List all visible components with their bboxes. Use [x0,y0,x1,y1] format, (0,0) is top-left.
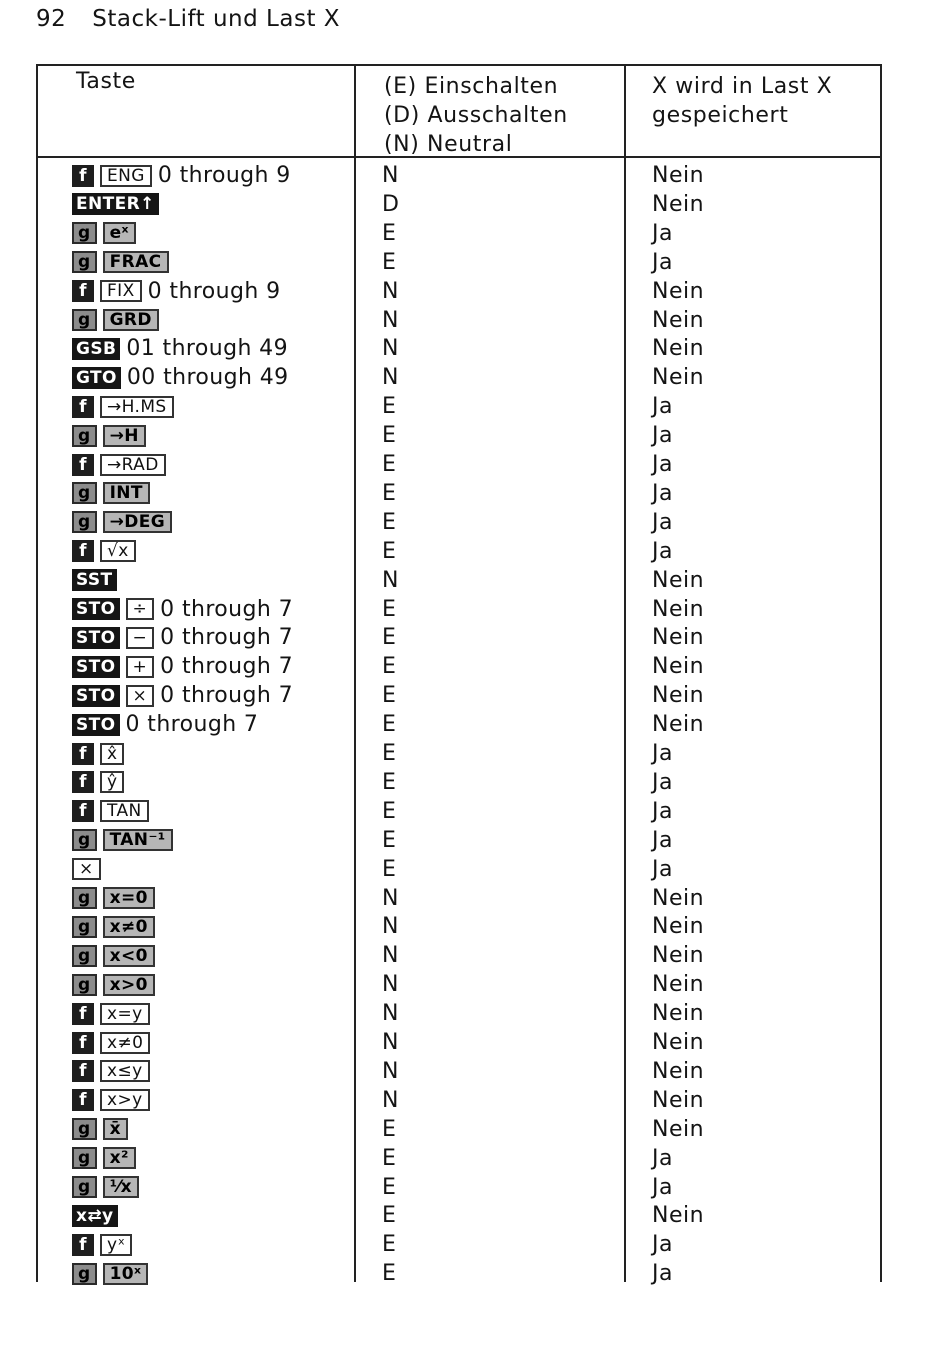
table-row [0,479,950,508]
last-x-saved: Ja [652,509,673,535]
key-sequence [72,1230,132,1259]
table-row [0,363,950,392]
stack-lift-mode: E [382,712,396,738]
calculator-key: f [72,1003,94,1025]
stack-lift-mode: N [382,1058,399,1084]
last-x-saved: Nein [652,712,705,738]
key-sequence [72,652,293,681]
stack-lift-mode: N [382,278,399,304]
table-row [0,768,950,797]
table-row [0,1086,950,1115]
calculator-key: STO [72,598,120,620]
last-x-saved: Ja [652,249,673,275]
calculator-key: →H.MS [100,396,174,418]
last-x-saved: Ja [652,741,673,766]
stack-lift-mode: E [382,394,396,420]
key-sequence [72,537,136,566]
stack-lift-mode: N [382,1087,399,1113]
key-range-text: 0 through 7 [160,625,293,651]
key-sequence [72,508,172,537]
table-row [0,248,950,277]
table-row [0,912,950,941]
key-sequence [72,190,159,219]
last-x-saved: Nein [652,654,705,680]
column-header-lastx-line: gespeichert [652,103,789,128]
calculator-key: √x [100,540,136,562]
key-sequence [72,1057,150,1086]
calculator-key: f [72,1089,94,1111]
table-row [0,999,950,1028]
last-x-saved: Nein [652,191,705,217]
stack-lift-mode: E [382,1174,396,1200]
calculator-key: g [72,309,97,331]
calculator-key: f [72,540,94,562]
calculator-key: 10ˣ [103,1263,149,1285]
calculator-key: g [72,222,97,244]
table-row [0,739,950,768]
calculator-key: g [72,511,97,533]
calculator-key: + [126,656,155,678]
column-header-mode-line: (E) Einschalten [384,74,559,99]
stack-lift-mode: E [382,480,396,506]
calculator-key: ENTER↑ [72,193,159,215]
calculator-key: × [72,858,101,880]
table-row [0,508,950,537]
last-x-saved: Nein [652,914,705,940]
last-x-saved: Nein [652,1087,705,1113]
table-row [0,710,950,739]
calculator-key: f [72,771,94,793]
stack-lift-mode: E [382,452,396,477]
calculator-key: g [72,1118,97,1140]
last-x-saved: Ja [652,856,673,882]
stack-lift-mode: D [382,191,399,217]
table-row [0,1028,950,1057]
key-sequence [72,334,288,363]
table-row [0,941,950,970]
key-sequence [72,1115,128,1144]
key-range-text: 0 through 9 [147,278,281,304]
calculator-key: GTO [72,367,121,389]
last-x-saved: Ja [652,1232,673,1258]
calculator-key: STO [72,656,120,678]
calculator-key: SST [72,569,117,591]
key-range-text: 0 through 7 [160,654,293,680]
key-sequence [72,1086,150,1115]
stack-lift-mode: E [382,1232,396,1258]
last-x-saved: Nein [652,683,705,709]
key-sequence [72,826,173,855]
key-sequence [72,710,258,739]
key-sequence [72,768,124,797]
key-sequence [72,1173,139,1202]
calculator-key: →H [103,425,146,447]
last-x-saved: Nein [652,163,705,188]
table-row [0,334,950,363]
calculator-key: FIX [100,280,142,302]
calculator-key: GRD [103,309,159,331]
calculator-key: GSB [72,338,120,360]
calculator-key: FRAC [103,251,169,273]
last-x-saved: Ja [652,827,673,853]
stack-lift-mode: E [382,509,396,535]
calculator-key: x<0 [103,945,155,967]
calculator-key: TAN [100,800,149,822]
last-x-saved: Nein [652,943,705,969]
calculator-key: x≠0 [100,1032,150,1054]
table-row [0,1259,950,1288]
table-row [0,450,950,479]
table-row [0,537,950,566]
table-row [0,797,950,826]
last-x-saved: Ja [652,769,673,795]
stack-lift-mode: E [382,827,396,853]
table-row [0,277,950,306]
stack-lift-mode: N [382,885,399,911]
calculator-key: f [72,280,94,302]
last-x-saved: Ja [652,1174,673,1200]
calculator-key: x=y [100,1003,150,1025]
stack-lift-mode: E [382,1145,396,1171]
last-x-saved: Nein [652,278,705,304]
key-range-text: 0 through 7 [125,712,259,738]
last-x-saved: Ja [652,538,673,564]
stack-lift-mode: N [382,1030,399,1055]
stack-lift-mode: N [382,1001,399,1027]
stack-lift-mode: E [382,769,396,795]
calculator-key: g [72,887,97,909]
calculator-key: x⇄y [72,1205,118,1227]
last-x-saved: Nein [652,1203,705,1229]
calculator-key: g [72,829,97,851]
calculator-key: STO [72,627,120,649]
key-sequence [72,855,101,884]
calculator-key: g [72,425,97,447]
table-row [0,306,950,335]
calculator-key: f [72,454,94,476]
key-sequence [72,595,293,624]
stack-lift-mode: E [382,596,396,622]
calculator-key: x≤y [100,1060,150,1082]
calculator-key: x=0 [103,887,155,909]
stack-lift-mode: E [382,538,396,564]
calculator-key: x>y [100,1089,150,1111]
column-header-mode-line: (N) Neutral [384,132,513,157]
table-row [0,681,950,710]
calculator-key: ÷ [126,598,155,620]
table-row [0,1201,950,1230]
calculator-key: g [72,482,97,504]
calculator-key: f [72,800,94,822]
last-x-saved: Ja [652,394,673,420]
last-x-saved: Nein [652,596,705,622]
table-row [0,623,950,652]
table-row [0,1144,950,1173]
table-row [0,826,950,855]
last-x-saved: Ja [652,798,673,824]
key-sequence [72,623,293,652]
calculator-key: g [72,916,97,938]
last-x-saved: Nein [652,1116,705,1142]
table-row [0,855,950,884]
key-sequence [72,479,150,508]
stack-lift-mode: N [382,567,399,593]
stack-lift-mode: E [382,625,396,651]
calculator-key: × [126,685,155,707]
key-sequence [72,392,174,421]
last-x-saved: Nein [652,885,705,911]
calculator-key: f [72,1060,94,1082]
stack-lift-mode: E [382,798,396,824]
stack-lift-mode: E [382,249,396,275]
last-x-saved: Ja [652,423,673,449]
last-x-saved: Nein [652,365,705,391]
stack-lift-mode: N [382,307,399,333]
calculator-key: yˣ [100,1234,132,1256]
calculator-key: ¹⁄x [103,1176,139,1198]
calculator-key: − [126,627,155,649]
key-sequence [72,970,155,999]
calculator-key: eˣ [103,222,136,244]
column-header-key-label: Taste [76,69,136,94]
last-x-saved: Nein [652,625,705,651]
last-x-saved: Nein [652,1030,705,1055]
column-header-key [76,67,136,96]
calculator-key: g [72,974,97,996]
page-title: Stack-Lift und Last X [92,6,341,32]
stack-lift-mode: N [382,365,399,391]
last-x-saved: Nein [652,567,705,593]
key-range-text: 0 through 7 [160,683,293,709]
table-row [0,190,950,219]
calculator-key: f [72,1032,94,1054]
key-sequence [72,1028,150,1057]
table-row [0,970,950,999]
key-sequence [72,219,136,248]
last-x-saved: Ja [652,220,673,246]
calculator-key: INT [103,482,150,504]
calculator-key: →DEG [103,511,173,533]
column-header-lastx [652,72,832,130]
calculator-key: x≠0 [103,916,155,938]
key-sequence [72,1144,136,1173]
page-header [36,6,340,32]
stack-lift-mode: E [382,1203,396,1229]
table-row [0,1115,950,1144]
key-sequence [72,941,155,970]
key-range-text: 0 through 7 [160,596,293,622]
key-sequence [72,797,149,826]
last-x-saved: Nein [652,336,705,362]
table-row [0,421,950,450]
stack-lift-mode: N [382,336,399,362]
calculator-key: STO [72,714,120,736]
table-row [0,884,950,913]
last-x-saved: Nein [652,1058,705,1084]
stack-lift-mode: E [382,654,396,680]
stack-lift-mode: E [382,741,396,766]
stack-lift-mode: N [382,943,399,969]
table-row [0,1230,950,1259]
stack-lift-mode: E [382,423,396,449]
table-row [0,161,950,190]
key-sequence [72,306,159,335]
calculator-key: ŷ [100,771,124,793]
key-sequence [72,277,280,306]
stack-lift-mode: E [382,220,396,246]
calculator-key: g [72,1147,97,1169]
calculator-key: x̄ [103,1118,128,1140]
column-header-mode-line: (D) Ausschalten [384,103,568,128]
last-x-saved: Ja [652,1261,673,1287]
calculator-key: g [72,1263,97,1285]
calculator-key: ENG [100,165,152,187]
table-row [0,219,950,248]
table-row [0,1057,950,1086]
stack-lift-mode: N [382,972,399,998]
key-sequence [72,566,117,595]
key-sequence [72,681,293,710]
calculator-key: g [72,1176,97,1198]
key-sequence [72,421,146,450]
stack-lift-mode: E [382,1116,396,1142]
calculator-key: f [72,743,94,765]
last-x-saved: Ja [652,452,673,477]
table-row [0,392,950,421]
key-sequence [72,450,166,479]
stack-lift-mode: E [382,683,396,709]
table-top-rule [36,64,882,66]
page-number: 92 [36,6,67,32]
last-x-saved: Nein [652,1001,705,1027]
column-header-mode [384,72,568,159]
last-x-saved: Nein [652,307,705,333]
calculator-key: x² [103,1147,136,1169]
key-range-text: 00 through 49 [126,365,289,391]
key-sequence [72,161,291,190]
key-sequence [72,1201,118,1230]
last-x-saved: Ja [652,1145,673,1171]
stack-lift-mode: N [382,163,399,188]
calculator-key: g [72,251,97,273]
key-sequence [72,739,124,768]
stack-lift-mode: E [382,856,396,882]
key-sequence [72,884,155,913]
table-row [0,652,950,681]
key-sequence [72,363,289,392]
table-row [0,595,950,624]
table-row [0,1173,950,1202]
calculator-key: g [72,945,97,967]
key-sequence [72,999,150,1028]
table-row [0,566,950,595]
calculator-key: STO [72,685,120,707]
stack-lift-mode: N [382,914,399,940]
key-sequence [72,1259,148,1288]
last-x-saved: Nein [652,972,705,998]
key-sequence [72,912,155,941]
calculator-key: f [72,1234,94,1256]
stack-lift-mode: E [382,1261,396,1287]
last-x-saved: Ja [652,480,673,506]
calculator-key: f [72,396,94,418]
calculator-key: →RAD [100,454,166,476]
key-sequence [72,248,169,277]
key-range-text: 0 through 9 [157,163,291,188]
calculator-key: x>0 [103,974,155,996]
calculator-key: x̂ [100,743,124,765]
calculator-key: f [72,165,94,187]
calculator-key: TAN⁻¹ [103,829,173,851]
key-range-text: 01 through 49 [126,336,288,362]
column-header-lastx-line: X wird in Last X [652,74,833,99]
